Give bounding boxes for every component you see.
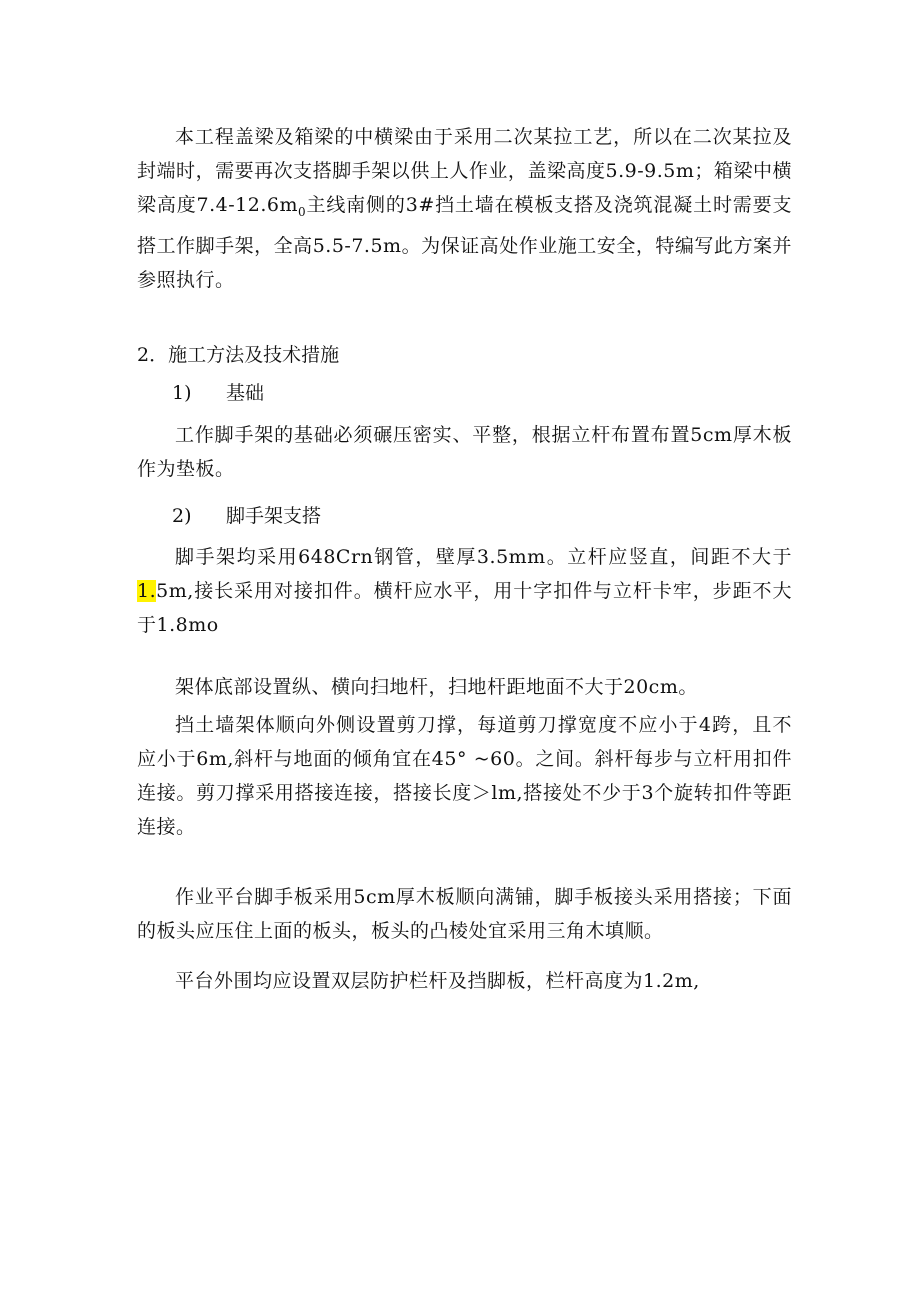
platform-board-paragraph: 作业平台脚手板采用5cm厚木板顺向满铺，脚手板接头采用搭接；下面的板头应压住上面的板头，板头的凸棱处宜采用三角木填顺。 [137, 886, 792, 942]
foundation-paragraph: 工作脚手架的基础必须碾压密实、平整，根据立杆布置布置5cm厚木板作为垫板。 [137, 424, 792, 480]
scaffold-text-a: 脚手架均采用648Crn钢管，壁厚3.5mm。立杆应竖直，间距不大于 [175, 546, 792, 568]
intro-text-b: 主线南侧的3#挡土墙在模板支搭及浇筑混凝土时需要支搭工作脚手架，全高5.5-7.5m。为保证高处作业施工安全，特编写此方案并参照执行。 [137, 194, 792, 291]
subsection-number: 2) [172, 505, 192, 527]
subsection-heading-foundation [172, 376, 264, 410]
intro-paragraph [137, 120, 792, 297]
intro-text-a: 本工程盖梁及箱梁的中横梁由于采用二次某拉工艺，所以在二次某拉及封端时，需要再次支搭脚手架以供上人作业，盖梁高度5.9-9.5m；箱梁中横梁高度7.4-12.6m [137, 126, 792, 216]
subsection-title: 脚手架支搭 [226, 505, 322, 527]
scaffold-text-b: 5m,接长采用对接扣件。横杆应水平，用十字扣件与立杆卡牢，步距不大于1.8mo [137, 580, 792, 636]
scaffold-paragraph [137, 540, 792, 642]
scissor-brace-paragraph: 挡土墙架体顺向外侧设置剪刀撑，每道剪刀撑宽度不应小于4跨，且不应小于6m,斜杆与地面的倾角宜在45° ~60。之间。斜杆每步与立杆用扣件连接。剪刀撑采用搭接连接，搭接长度＞lm,搭接处不少于3个旋转扣件等距连接。 [137, 714, 792, 838]
sweep-rod-paragraph: 架体底部设置纵、横向扫地杆，扫地杆距地面不大于20cm。 [175, 676, 698, 698]
subsection-number: 1) [172, 382, 192, 404]
guardrail-paragraph: 平台外围均应设置双层防护栏杆及挡脚板，栏杆高度为1.2m, [175, 970, 700, 992]
intro-subscript: 0 [298, 204, 307, 219]
subsection-title: 基础 [226, 382, 265, 404]
subsection-heading-scaffold [172, 499, 321, 533]
highlighted-text: 1. [137, 580, 157, 602]
section-heading-2: 2．施工方法及技术措施 [137, 344, 340, 366]
